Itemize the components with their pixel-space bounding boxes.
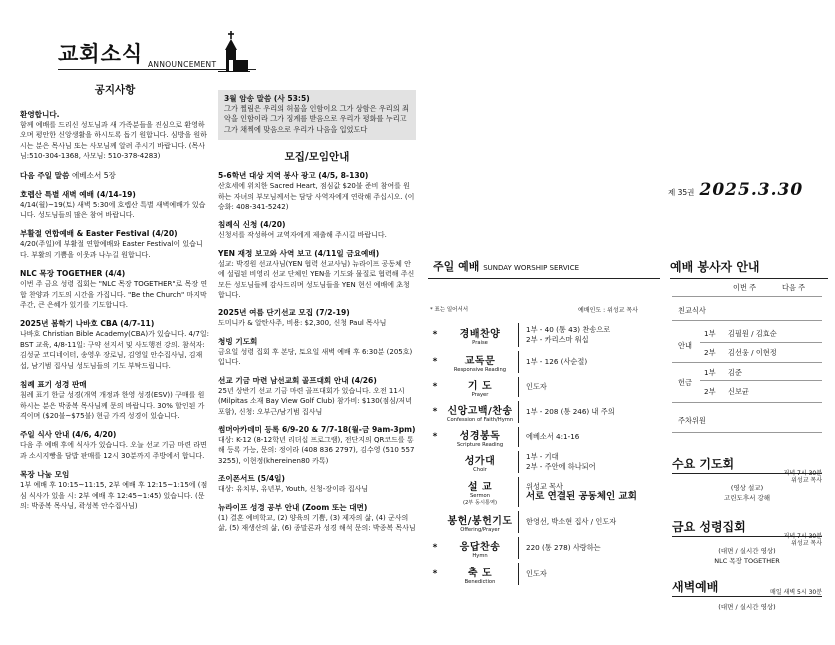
worship-item-name: [442, 512, 518, 533]
worship-item-en: Praise: [472, 339, 488, 346]
worship-title-en: SUNDAY WORSHIP SERVICE: [483, 264, 580, 272]
worship-item-value: 1부 - 208 (통 246) 내 주의: [526, 407, 615, 416]
worship-item-name: [442, 452, 518, 473]
date-value: 2025.3.30: [699, 180, 804, 200]
gathering-head: 썸머아카데미 등록 6/9-20 & 7/7-18(월-금 9am-3pm): [218, 424, 416, 434]
worship-item-value: 에베소서 4:1-16: [526, 432, 580, 441]
prayer-title: 금요 성령집회: [672, 520, 746, 534]
announcement-head: NLC 목장 TOGETHER (4/4): [20, 269, 126, 279]
col-this-week: 이번 주: [733, 283, 757, 292]
worship-row-divider: [518, 351, 519, 373]
vol-divider: [672, 402, 822, 403]
gathering-body: 대상: K-12 (8-12학년 리더십 프로그램), 전단지의 QR코드를 통해 등록 가능, 문의: 정이라 (408 836 2797), 김수영 (510 557 3255), 이현정(khereinen80 카톡): [218, 435, 415, 465]
prayer-detail: NLC 목장 TOGETHER: [714, 556, 780, 565]
prayer-detail: (대면 / 실시간 영상): [718, 547, 776, 555]
worship-item-ko: 응답찬송: [459, 541, 501, 553]
standing-note: * 표는 일어서서: [430, 307, 469, 313]
fellowship-label: 친교식사: [678, 306, 706, 315]
prayer-time: 저녁 7시 30분: [783, 470, 822, 477]
vol-divider: [672, 296, 822, 297]
worship-row: [428, 449, 660, 475]
worship-item-name: [442, 377, 518, 398]
worship-item-ko: 성가대: [464, 455, 496, 467]
usher-part: 1부: [704, 329, 716, 338]
page-subtitle: ANNOUNCEMENT: [148, 60, 217, 69]
worship-item-value: 220 (통 278) 사랑하는: [526, 543, 601, 552]
friday-spirit-meeting: [672, 518, 822, 566]
gathering-body: 신청서를 작성하여 교역자에게 제출해 주시길 바랍니다.: [218, 231, 387, 240]
worship-item-en: Responsive Reading: [453, 366, 507, 373]
announcement-list: [20, 189, 210, 512]
worship-item-value: 1부 - 40 (통 43) 찬송으로 2부 - 카리스마 워십: [526, 325, 611, 344]
volume-number: 제 35권: [668, 188, 695, 197]
gathering-head: 2025년 여름 단기선교 모집 (7/2-19): [218, 308, 350, 318]
offering-label: 헌금: [678, 378, 692, 387]
church-icon: [218, 30, 250, 72]
memory-verse-head: 3월 암송 말씀 (사 53:5): [224, 94, 310, 103]
gathering-body: 설교: 박경원 선교사님(YEN 협력 선교사님) 뉴라이프 공동체 안에 설립된 비영리 선교 단체인 YEN을 기도와 물질로 협력해 주신 모든 성도님들께 감사드리며 성도님들을 YEN 현신 예배에 초청합니다.: [218, 259, 415, 300]
gathering-body: 금요일 성령 집회 후 본당, 토요일 새벽 예배 후 6:30분 (205호)입니다.: [218, 347, 413, 367]
announcement-body: 침례 표기 한글 성경(개역 개정과 한영 성경(ESV)) 구매를 원하시는 분은 박종복 목사님께 문의 바랍니다. 30% 할인된 가격이며 ($20불~$75불) 현금 가격 성경이 있습니다.: [20, 391, 205, 420]
vol-divider: [700, 380, 822, 381]
memory-verse-box: [218, 90, 416, 140]
worship-item-name: [442, 325, 518, 346]
gathering-head: 청빙 기도회: [218, 336, 258, 346]
worship-item-en: Prayer: [471, 391, 489, 398]
standing-mark: *: [432, 569, 438, 579]
worship-item-ko: 봉헌/봉헌기도: [447, 515, 513, 527]
announcement-body: 이번 주 금요 성령 집회는 "NLC 목장 TOGETHER"로 목장 연합 찬양과 기도의 시간을 가집니다. "Be the Church" 마지막 주간, 큰 은혜가 있기를 기도합니다.: [20, 280, 208, 310]
vol-divider: [672, 432, 822, 433]
gathering-body: 25년 상반기 선교 기금 마련 골프대회가 있습니다. 오전 11시 (Milpitas 소재 Bay View Golf Club) 참가비: $130(점심/저녁 포함), 신청: 오부근/남기범 집사님: [218, 386, 412, 416]
offering-name: 김준: [728, 368, 742, 377]
worship-row-divider: [518, 401, 519, 423]
worship-row: [428, 399, 660, 425]
worship-item-en: Sermon (2부 동시통역): [462, 493, 498, 506]
worship-row: [428, 535, 660, 561]
worship-item-ko: 설 교: [467, 482, 493, 493]
worship-item-value: 인도자: [526, 382, 547, 391]
sermon-title: 서로 연결된 공동체인 교회: [526, 491, 637, 502]
vol-divider: [672, 362, 822, 363]
prayer-detail: 고린도후서 강해: [723, 493, 771, 502]
announcements-title: 공지사항: [94, 84, 136, 96]
gathering-body: 도미니카 & 알탄사주, 비용: $2,300, 신청 Paul 목사님: [218, 319, 387, 328]
welcome-body: 함께 예배를 드리신 성도님과 새 가족분들을 진심으로 환영하오며 평안한 신앙생활을 하시도록 돕기 원합니다. 심방을 원하시는 분은 목사님 또는 사모님께 알려 주시기 바랍니다. (목사님:510-304-1368, 사모님: 510-378-4283): [20, 121, 207, 161]
worship-item-ko: 성경봉독: [459, 430, 501, 442]
announcement-body: 다음 주 예배 후에 식사가 있습니다. 오늘 선교 기금 마련 라면과 소시지빵을 담밥 판매를 12시 30분까지 주방에서 합니다.: [20, 441, 207, 460]
gathering-head: 침례식 신청 (4/20): [218, 220, 286, 230]
worship-item-name: [442, 478, 518, 506]
usher-label: 안내: [678, 341, 692, 350]
announcement-head: 침례 표기 성경 판매: [20, 380, 87, 390]
standing-mark: *: [432, 407, 438, 417]
standing-mark: *: [432, 330, 438, 340]
gathering-list: [218, 170, 416, 533]
welcome-head: 환영합니다.: [20, 110, 60, 119]
worship-item-ko: 신앙고백/찬송: [447, 405, 513, 417]
standing-mark: *: [432, 382, 438, 392]
worship-row-divider: [518, 377, 519, 397]
worship-officiant: 예배인도 : 위성교 목사: [578, 307, 638, 314]
announcement-body: 4/20(주일)에 부활절 연합예배와 Easter Festival이 있습니다. 부활의 기쁨을 이웃과 나누길 원합니다.: [20, 240, 203, 259]
next-sermon: [20, 170, 210, 181]
announcement-head: 목장 나눔 모임: [20, 470, 70, 480]
worship-row: [428, 475, 660, 509]
standing-mark: *: [432, 543, 438, 553]
prayer-leader: 위성교 목사: [791, 540, 822, 547]
gathering-body: 산호세에 위치한 Sacred Heart, 점심값 $20불 준비 참여를 원하는 자녀의 부모님께서는 담당 사역자에게 연락해 주십시오. (이승화: 408-341-5242): [218, 182, 415, 212]
worship-row: [428, 425, 660, 449]
prayer-leader: 위성교 목사: [791, 477, 822, 484]
gathering-head: 뉴라이프 성경 공부 안내 (Zoom 또는 대면): [218, 502, 368, 512]
volunteers-divider: [670, 278, 828, 279]
vol-divider: [672, 320, 822, 321]
worship-item-ko: 경배찬양: [459, 328, 501, 340]
worship-item-en: Offering/Prayer: [460, 526, 500, 533]
bulletin-date: [668, 180, 803, 200]
worship-item-ko: 교독문: [464, 355, 496, 367]
worship-item-en: Confession of Faith/Hymn: [446, 416, 514, 423]
gathering-head: 선교 기금 마련 남선교회 골프대회 안내 (4/26): [218, 375, 377, 385]
worship-row-divider: [518, 537, 519, 559]
gathering-body: 대상: 유치부, 유년부, Youth, 신청-장이라 집사님: [218, 485, 369, 494]
worship-item-name: [442, 352, 518, 373]
standing-mark: *: [432, 357, 438, 367]
announcement-head: 2025년 봄학기 나바호 CBA (4/7-11): [20, 319, 155, 329]
dawn-service: [672, 578, 822, 613]
next-sermon-value: 에베소서 5장: [71, 170, 116, 180]
announcement-head: 호렙산 특별 새벽 예배 (4/14-19): [20, 189, 136, 199]
offering-part: 2부: [704, 387, 716, 396]
parking-label: 주차위원: [678, 416, 706, 425]
worship-item-name: [442, 427, 518, 448]
usher-part: 2부: [704, 348, 716, 357]
gathering-body: (1) 결혼 예비학교, (2) 양육의 기쁨, (3) 제자의 삶, (4) 군사의 삶, (5) 재생산의 삶, (6) 종말론과 성경 해석 문의: 박종복 목사님: [218, 513, 416, 532]
wednesday-prayer: [672, 455, 822, 503]
worship-row-divider: [518, 451, 519, 473]
worship-item-value: [518, 482, 637, 502]
announcement-body: 4/14(월)~19(토) 새벽 5:30에 호렙산 특별 새벽예배가 있습니다. 성도님들의 많은 참여 바랍니다.: [20, 200, 206, 220]
prayer-time: 매일 새벽 5시 30분: [770, 589, 822, 596]
worship-item-value: 1부 - 126 (사순절): [526, 357, 588, 366]
worship-item-name: [442, 402, 518, 423]
prayer-title: 수요 기도회: [672, 457, 735, 471]
usher-name: 김선웅 / 이현정: [728, 348, 777, 357]
gatherings-title: 모집/모임안내: [284, 151, 350, 164]
page-title: 교회소식: [58, 42, 144, 66]
worship-divider: [428, 278, 660, 279]
worship-row-divider: [518, 511, 519, 533]
worship-item-ko: 축 도: [467, 567, 493, 579]
prayer-time: 저녁 7시 30분: [783, 533, 822, 540]
prayer-detail: (대면 / 실시간 영상): [718, 603, 776, 611]
next-sermon-label: 다음 주일 말씀: [20, 170, 70, 180]
worship-item-value: 인도자: [526, 569, 547, 578]
gathering-head: 조이폰서트 (5/4일): [218, 474, 285, 484]
worship-item-name: [442, 564, 518, 585]
announcements-column: [20, 82, 210, 519]
announcement-body: 나바호 Christian Bible Academy(CBA)가 있습니다. 4/7일: BST 교육, 4/8-11일: 구약 선지서 및 사도행전 강의. 참석자: 김성균 코디네이터, 송영우 장로님, 김영일 안수집사님, 김재섭, 남기범 집사님 성도님들의 기도 부탁드립니다.: [20, 330, 209, 370]
worship-row-divider: [518, 477, 519, 507]
volunteers-title: 예배 봉사자 안내: [670, 260, 760, 274]
prayer-divider: [672, 596, 822, 597]
worship-item-en: Benediction: [464, 578, 496, 585]
worship-item-en: Hymn: [472, 552, 488, 559]
worship-item-name: [442, 538, 518, 559]
worship-row: [428, 509, 660, 535]
gathering-head: YEN 재정 보고와 사역 보고 (4/11일 금요예배): [218, 248, 380, 258]
worship-item-en: Scripture Reading: [456, 441, 504, 448]
worship-row: [428, 349, 660, 375]
usher-name: 김필원 / 김효순: [728, 329, 777, 338]
memory-verse-text: 그가 찔림은 우리의 허물을 인함이요 그가 상함은 우리의 죄악을 인함이라 그가 징계를 받음으로 우리가 평화를 누리고 그가 채찍에 맞음으로 우리가 나음을 입었도다: [224, 104, 409, 134]
gatherings-column: [218, 90, 416, 540]
worship-row-divider: [518, 427, 519, 447]
worship-row-divider: [518, 323, 519, 347]
sermon-preacher: 위성교 목사: [526, 482, 564, 491]
worship-row-divider: [518, 563, 519, 585]
worship-item-value: 한영선, 박소현 집사 / 인도자: [526, 517, 617, 526]
worship-title-ko: 주일 예배: [433, 260, 480, 273]
worship-title: [433, 258, 579, 274]
worship-item-en: Choir: [473, 466, 487, 473]
offering-part: 1부: [704, 368, 716, 377]
worship-item-ko: 기 도: [467, 380, 493, 392]
standing-mark: *: [432, 432, 438, 442]
gathering-head: 5-6학년 대상 지역 봉사 광고 (4/5, 8-130): [218, 171, 369, 181]
prayer-detail: (영상 설교): [730, 484, 764, 492]
announcement-head: 부활절 연합예배 & Easter Festival (4/20): [20, 229, 178, 239]
worship-row: [428, 321, 660, 349]
announcement-body: 1부 예배 후 10:15~11:15, 2부 예배 후 12:15~1:15에 (점심 식사가 있을 시: 2부 예배 후 12:45~1:45) 있습니다. (문의: 박종복 목사님, 곽성복 안수집사님): [20, 481, 208, 510]
col-next-week: 다음 주: [782, 283, 806, 292]
offering-name: 신보균: [728, 387, 749, 396]
worship-row: [428, 561, 660, 587]
vol-divider: [700, 342, 822, 343]
worship-row: [428, 375, 660, 399]
announcement-head: 주일 식사 안내 (4/6, 4/20): [20, 430, 117, 440]
prayer-title: 새벽예배: [672, 580, 719, 594]
worship-order-table: [428, 321, 660, 587]
volunteers-column: [670, 258, 828, 279]
worship-item-value: 1부 - 기대 2부 - 주안에 하나되어: [526, 452, 596, 471]
